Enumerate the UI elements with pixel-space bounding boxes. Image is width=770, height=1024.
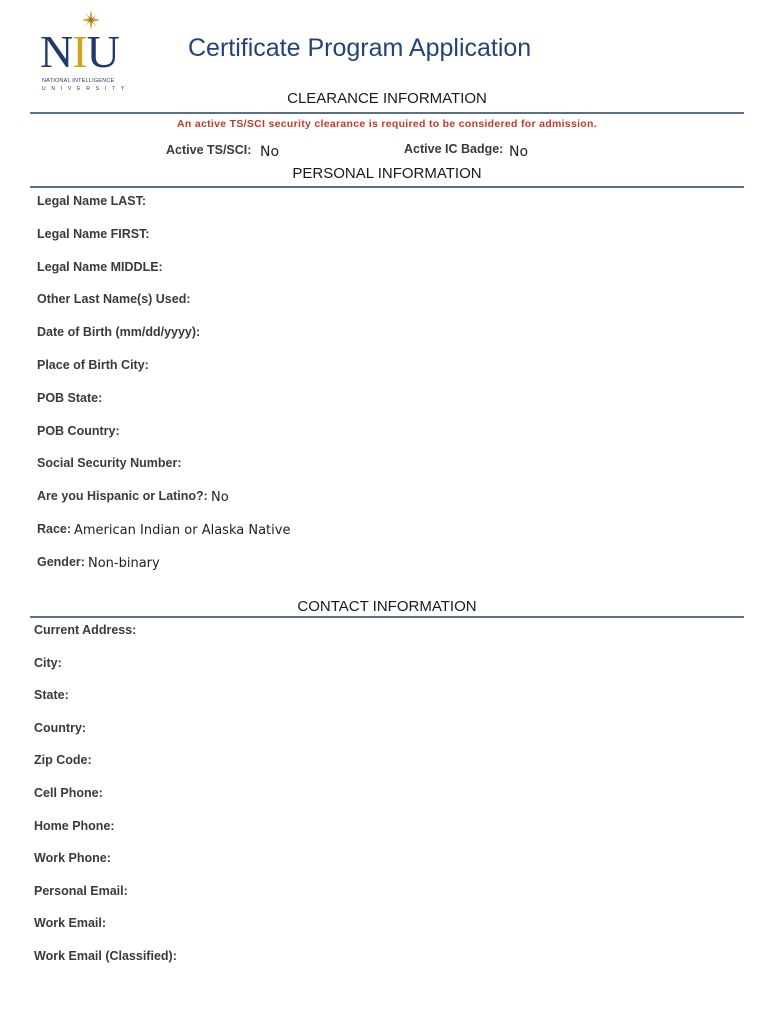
personal-field-label: Social Security Number: [37, 456, 182, 471]
personal-field-label: Gender: [37, 554, 85, 569]
contact-field-label: Work Email: [34, 916, 107, 931]
personal-field-label: Legal Name FIRST: [37, 226, 150, 241]
logo-mark: NIU [40, 26, 119, 77]
clearance-heading: CLEARANCE INFORMATION [287, 90, 487, 107]
personal-heading: PERSONAL INFORMATION [292, 165, 482, 182]
contact-field-label: Personal Email: [34, 883, 128, 898]
contact-field-label: Home Phone: [34, 818, 115, 833]
personal-field-label: Are you Hispanic or Latino?: [37, 489, 208, 504]
ts-sci-label: Active TS/SCI: [166, 143, 252, 157]
contact-field-label: Current Address: [34, 623, 137, 637]
contact-field-label: Zip Code: [34, 753, 92, 768]
personal-field-value[interactable]: No [211, 490, 229, 506]
personal-divider [30, 186, 744, 188]
logo-sub-line: UNIVERSITY [42, 86, 131, 92]
ic-badge-label: Active IC Badge: [404, 142, 504, 156]
clearance-notice: An active TS/SCI security clearance is required to be considered for admission. [177, 118, 597, 130]
contact-heading: CONTACT INFORMATION [297, 598, 477, 615]
contact-field-label: State: [34, 688, 69, 703]
logo-name-line: NATIONAL INTELLIGENCE [42, 78, 115, 84]
contact-field-label: Work Phone: [34, 851, 111, 866]
personal-field-label: POB Country: [37, 423, 120, 438]
contact-field-label: Country: [34, 720, 87, 735]
clearance-divider [30, 112, 744, 114]
ic-badge-field[interactable]: No [509, 144, 529, 160]
personal-field-value[interactable]: Non-binary [88, 555, 160, 571]
personal-field-label: Other Last Name(s) Used: [37, 292, 191, 307]
page-title: Certificate Program Application [188, 34, 532, 62]
personal-field-label: Date of Birth (mm/dd/yyyy): [37, 325, 201, 340]
personal-field-label: Legal Name MIDDLE: [37, 259, 163, 274]
contact-field-label: City: [34, 655, 62, 670]
personal-field-value[interactable]: American Indian or Alaska Native [74, 523, 291, 538]
personal-field-label: Race: [37, 522, 72, 536]
niu-logo [38, 10, 138, 90]
personal-field-label: POB State: [37, 390, 103, 405]
personal-field-label: Place of Birth City: [37, 358, 149, 372]
contact-divider [30, 616, 744, 618]
contact-field-label: Work Email (Classified): [34, 949, 177, 963]
personal-field-label: Legal Name LAST: [37, 194, 147, 208]
ts-sci-field[interactable]: No [260, 144, 280, 160]
contact-field-label: Cell Phone: [34, 786, 103, 800]
